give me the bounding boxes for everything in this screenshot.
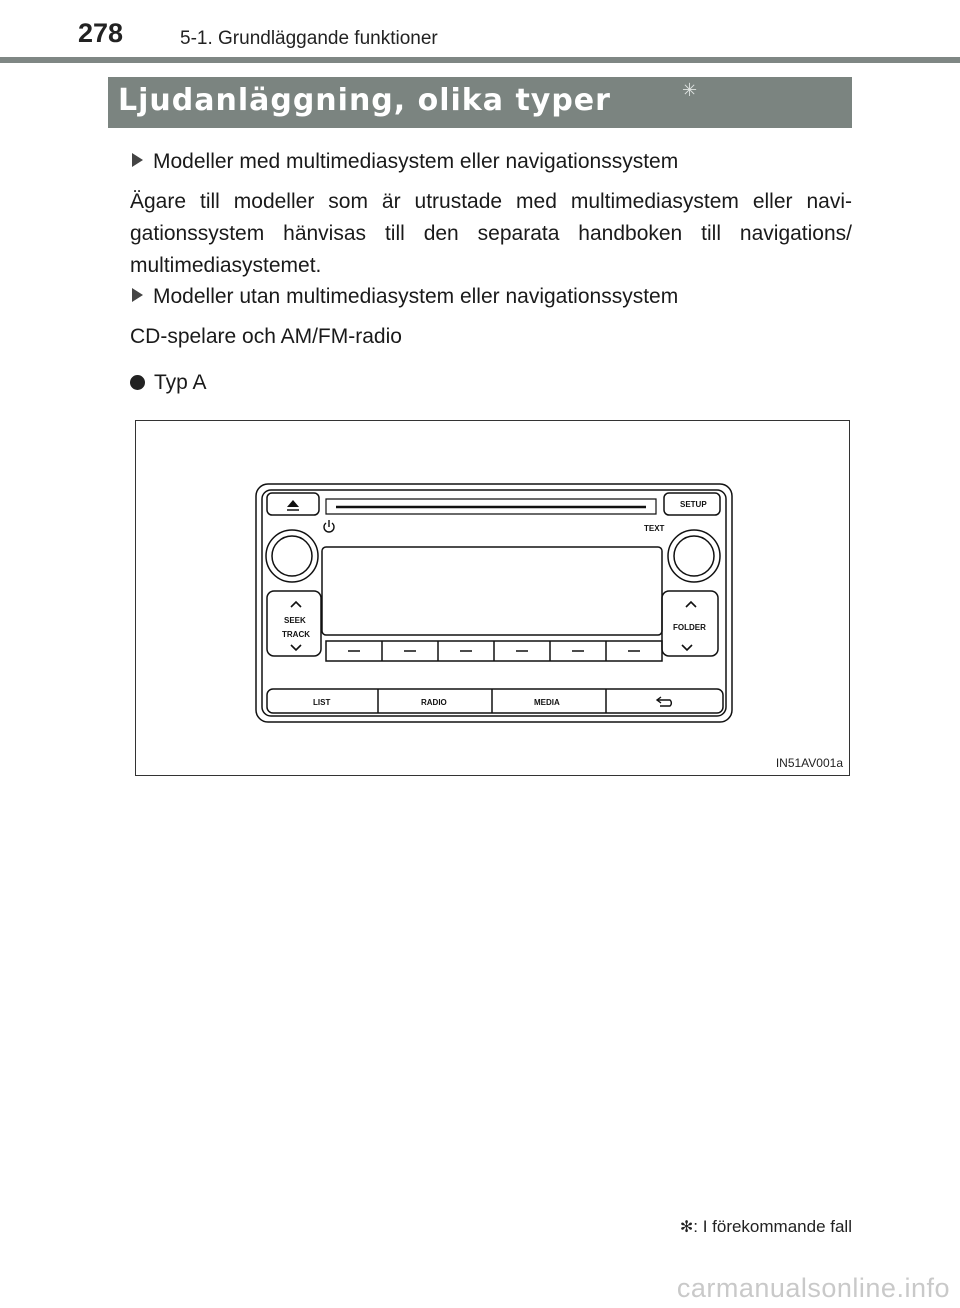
power-icon bbox=[324, 520, 334, 532]
back-icon bbox=[657, 697, 671, 706]
media-label: MEDIA bbox=[534, 698, 560, 707]
heading-without-multimedia bbox=[132, 285, 678, 309]
track-label: TRACK bbox=[282, 630, 310, 639]
radio-label: RADIO bbox=[421, 698, 447, 707]
chevron-up-icon bbox=[686, 602, 696, 607]
figure-id: IN51AV001a bbox=[775, 756, 843, 770]
footnote-text: : I förekommande fall bbox=[693, 1217, 852, 1236]
eject-icon bbox=[287, 500, 299, 510]
folder-label: FOLDER bbox=[673, 623, 706, 632]
footnote bbox=[680, 1217, 852, 1237]
paragraph-line: multimediasystemet. bbox=[130, 254, 322, 277]
type-a-label: Typ A bbox=[154, 371, 207, 394]
chevron-down-icon bbox=[682, 645, 692, 650]
audio-unit-illustration bbox=[136, 421, 849, 775]
seek-label: SEEK bbox=[284, 616, 306, 625]
optional-equipment-marker: ✳ bbox=[682, 80, 698, 100]
heading-with-multimedia bbox=[132, 150, 678, 174]
paragraph-cd-radio: CD-spelare och AM/FM-radio bbox=[130, 325, 402, 348]
list-label: LIST bbox=[313, 698, 331, 707]
chevron-up-icon bbox=[291, 602, 301, 607]
section-breadcrumb: 5-1. Grundläggande funktioner bbox=[180, 28, 438, 49]
paragraph-line: Ägare till modeller som är utrustade med multimediasystem eller navi- bbox=[130, 190, 852, 213]
heading-text: Modeller med multimediasystem eller navigationssystem bbox=[153, 150, 679, 173]
audio-unit-figure bbox=[135, 420, 850, 776]
chevron-down-icon bbox=[291, 645, 301, 650]
section-title-bar bbox=[108, 77, 852, 128]
triangle-bullet-icon bbox=[132, 153, 143, 167]
page-number: 278 bbox=[78, 18, 124, 48]
paragraph-multimedia bbox=[130, 186, 852, 282]
heading-text: Modeller utan multimediasystem eller navigationssystem bbox=[153, 285, 679, 308]
page-title: Ljudanläggning, olika typer bbox=[118, 83, 611, 118]
triangle-bullet-icon bbox=[132, 288, 143, 302]
text-label: TEXT bbox=[644, 524, 665, 533]
type-a-item bbox=[130, 371, 207, 395]
header-divider bbox=[0, 57, 960, 63]
paragraph-line: gationssystem hänvisas till den separata handboken till navigations/ bbox=[130, 222, 852, 245]
footnote-marker: ✻ bbox=[679, 1219, 694, 1236]
bullet-dot-icon bbox=[130, 375, 145, 390]
setup-label: SETUP bbox=[680, 500, 707, 509]
watermark: carmanualsonline.info bbox=[676, 1273, 950, 1303]
